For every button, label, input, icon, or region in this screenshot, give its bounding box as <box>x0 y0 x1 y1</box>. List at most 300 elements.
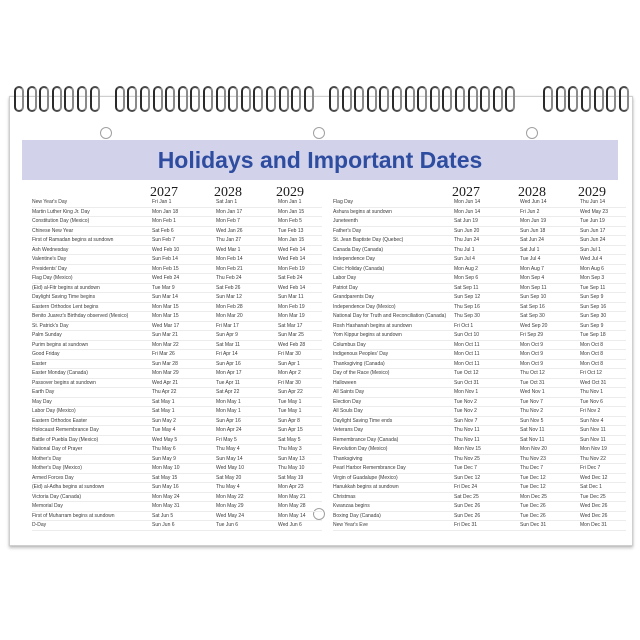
holiday-name: Civic Holiday (Canada) <box>333 265 385 272</box>
holiday-date: Thu Nov 11 <box>454 436 480 443</box>
holiday-date: Tue May 1 <box>278 408 302 414</box>
holiday-date: Mon Feb 28 <box>216 303 243 310</box>
holiday-date: Mon Aug 2 <box>454 265 478 272</box>
binding-coil <box>594 86 604 112</box>
holiday-date: Sat Dec 1 <box>580 484 602 490</box>
holiday-date: Mon Mar 19 <box>278 313 305 319</box>
holiday-date: Fri Jun 2 <box>520 208 540 215</box>
holiday-date: Mon Oct 8 <box>580 360 604 367</box>
holiday-date: Wed Sep 20 <box>520 322 548 329</box>
holiday-date: Tue Dec 12 <box>520 484 546 490</box>
holiday-date: Sat Jun 5 <box>152 512 174 519</box>
binding-coil <box>165 86 175 112</box>
holiday-date: Wed Jun 14 <box>520 199 547 205</box>
holiday-date: Tue Dec 26 <box>520 512 546 519</box>
holiday-name: Purim begins at sundown <box>32 341 89 348</box>
holiday-date: Mon Feb 19 <box>278 303 305 310</box>
holiday-date: Fri Oct 12 <box>580 370 602 376</box>
holiday-date: Sat Sep 11 <box>454 284 479 291</box>
binding-coil <box>14 86 24 112</box>
holiday-name: St. Patrick's Day <box>32 322 69 329</box>
holiday-date: Sun Apr 16 <box>216 360 241 367</box>
holiday-date: Sat Jul 1 <box>520 246 540 253</box>
holiday-date: Thu Nov 23 <box>520 455 546 462</box>
binding-coil <box>279 86 289 112</box>
holiday-name: Halloween <box>333 379 357 386</box>
holiday-date: Mon Jan 1 <box>278 199 302 205</box>
holiday-date: Thu Feb 24 <box>216 275 242 281</box>
holiday-date: Wed Jun 6 <box>278 522 302 528</box>
holiday-name: Independence Day <box>333 256 375 262</box>
binding-coil <box>480 86 490 112</box>
holiday-date: Sat Jun 24 <box>520 237 544 243</box>
holiday-date: Sat May 1 <box>152 408 175 414</box>
holiday-date: Mon May 1 <box>216 398 241 405</box>
holiday-date: Sat Feb 24 <box>278 275 303 281</box>
holiday-name: Indigenous Peoples' Day <box>333 351 389 357</box>
holiday-date: Tue May 1 <box>278 398 302 405</box>
holiday-date: Thu Sep 30 <box>454 313 480 319</box>
holiday-date: Sun Apr 9 <box>216 332 238 338</box>
holiday-date: Sat May 19 <box>278 474 304 481</box>
holiday-name: May Day <box>32 398 52 405</box>
holiday-date: Mon May 22 <box>216 493 244 500</box>
holiday-date: Fri Dec 31 <box>454 522 478 528</box>
holiday-name: Good Friday <box>32 351 60 357</box>
holiday-date: Sun Mar 12 <box>216 294 242 300</box>
year-header: 2027 <box>452 185 480 200</box>
holiday-date: Mon Sep 4 <box>520 275 545 281</box>
holiday-name: Eastern Orthodox Lent begins <box>32 303 99 310</box>
holiday-date: Tue May 4 <box>152 427 176 433</box>
holiday-date: Mon Dec 31 <box>580 522 607 528</box>
binding-coil <box>203 86 213 112</box>
holiday-date: Mon Oct 8 <box>580 351 604 357</box>
holiday-date: Sun May 14 <box>216 455 243 462</box>
binding-coil <box>253 86 263 112</box>
holiday-name: Palm Sunday <box>32 332 62 338</box>
holiday-name: Thanksgiving (Canada) <box>333 360 385 367</box>
holiday-date: Fri Jan 1 <box>152 199 172 205</box>
holiday-date: Mon Aug 6 <box>580 265 604 272</box>
holiday-date: Tue Jul 4 <box>520 256 541 262</box>
holiday-name: All Saints Day <box>333 389 365 395</box>
holiday-date: Sat Jun 19 <box>454 218 478 224</box>
holiday-date: Mon Jan 18 <box>152 208 179 215</box>
holiday-name: Passover begins at sundown <box>32 379 96 386</box>
holiday-name: Rosh Hashanah begins at sundown <box>333 322 412 329</box>
holiday-name: Columbus Day <box>333 341 366 348</box>
holiday-date: Sun Apr 16 <box>216 417 241 424</box>
holiday-date: Tue Nov 2 <box>454 408 477 414</box>
holiday-date: Sun Jun 17 <box>580 227 606 234</box>
holiday-date: Sun Nov 7 <box>454 417 478 424</box>
holiday-date: Mon Mar 20 <box>216 313 243 319</box>
holiday-name: Memorial Day <box>32 503 63 509</box>
holiday-name: Constitution Day (Mexico) <box>32 218 90 224</box>
holiday-name: Day of the Race (Mexico) <box>333 370 390 376</box>
holiday-date: Mon Apr 2 <box>278 370 301 376</box>
holiday-date: Mon Oct 9 <box>520 351 544 357</box>
year-header: 2028 <box>518 185 546 200</box>
holiday-name: Labor Day (Mexico) <box>32 408 76 414</box>
holiday-name: (Eid) al-Fitr begins at sundown <box>32 284 100 291</box>
holiday-date: Sun Mar 11 <box>278 294 304 300</box>
holiday-date: Wed Apr 21 <box>152 379 179 386</box>
holiday-name: Daylight Saving Time ends <box>333 417 393 424</box>
hanging-hole <box>313 127 325 139</box>
holiday-date: Sun Dec 31 <box>520 522 547 528</box>
holiday-name: All Souls Day <box>333 408 363 414</box>
binding-coil <box>367 86 377 112</box>
holiday-name: Thanksgiving <box>333 455 363 462</box>
holiday-name: Independence Day (Mexico) <box>333 303 396 310</box>
holiday-date: Wed Feb 14 <box>278 256 306 262</box>
holiday-name: Martin Luther King Jr. Day <box>32 208 90 215</box>
holiday-date: Mon Nov 20 <box>520 446 547 452</box>
holiday-date: Sun Apr 8 <box>278 417 300 424</box>
holiday-date: Sat Feb 26 <box>216 284 241 291</box>
holiday-date: Mon Oct 9 <box>520 360 544 367</box>
binding-coil <box>127 86 137 112</box>
binding-coil <box>228 86 238 112</box>
holiday-name: Victoria Day (Canada) <box>32 493 82 500</box>
holiday-date: Sat Jan 1 <box>216 199 238 205</box>
holiday-date: Sun Oct 31 <box>454 379 480 386</box>
holiday-name: Flag Day (Mexico) <box>32 275 73 281</box>
holiday-name: Presidents' Day <box>32 265 67 272</box>
holiday-date: Mon May 24 <box>152 493 180 500</box>
binding-coil <box>90 86 100 112</box>
holiday-date: Wed May 10 <box>216 465 244 471</box>
holiday-date: Sun Sep 9 <box>580 322 604 329</box>
holiday-name: Revolution Day (Mexico) <box>333 446 388 452</box>
page-title: Holidays and Important Dates <box>157 147 483 173</box>
holiday-date: Tue Dec 7 <box>454 465 477 471</box>
holiday-date: Wed Mar 1 <box>216 246 241 253</box>
holiday-date: Sun Feb 14 <box>152 256 178 262</box>
holiday-name: Flag Day <box>333 199 354 205</box>
holiday-date: Fri Mar 17 <box>216 322 239 329</box>
holiday-date: Sat Sep 16 <box>520 303 545 310</box>
binding-coil <box>291 86 301 112</box>
holiday-date: Tue Sep 18 <box>580 332 606 338</box>
binding-coil <box>304 86 314 112</box>
holiday-date: Sun Apr 22 <box>278 389 303 395</box>
holiday-date: Sun Feb 7 <box>152 237 176 243</box>
binding-coil <box>140 86 150 112</box>
holiday-name: National Day of Prayer <box>32 446 83 452</box>
holiday-date: Sun Jul 1 <box>580 246 601 253</box>
holiday-date: Thu May 10 <box>278 465 305 471</box>
holiday-date: Tue Oct 31 <box>520 379 545 386</box>
holiday-date: Tue Jun 6 <box>216 522 239 528</box>
holiday-date: Fri Nov 2 <box>580 408 601 414</box>
holiday-date: Sun May 9 <box>152 455 176 462</box>
holiday-date: Sat Mar 11 <box>216 341 241 348</box>
holiday-name: Grandparents Day <box>333 294 374 300</box>
holiday-date: Sun May 13 <box>278 455 305 462</box>
hanging-hole <box>526 127 538 139</box>
holiday-name: Kwanzaa begins <box>333 503 370 509</box>
holiday-name: National Day for Truth and Reconciliation (Canada) <box>333 313 447 319</box>
holiday-date: Mon Jan 15 <box>278 208 305 215</box>
holiday-date: Fri Dec 7 <box>580 465 601 471</box>
holiday-name: Easter Monday (Canada) <box>32 370 88 376</box>
holiday-date: Sun Nov 5 <box>520 417 544 424</box>
holiday-name: Christmas <box>333 493 356 500</box>
holiday-name: First of Muharram begins at sundown <box>32 512 115 519</box>
binding-coil <box>115 86 125 112</box>
holiday-date: Mon Mar 29 <box>152 370 179 376</box>
binding-coil <box>39 86 49 112</box>
holiday-date: Mon May 29 <box>216 503 244 509</box>
holiday-date: Mon Jun 19 <box>520 218 547 224</box>
holiday-date: Sun Mar 14 <box>152 294 178 300</box>
holiday-date: Thu Jun 14 <box>580 199 606 205</box>
binding-coil <box>241 86 251 112</box>
holiday-date: Sat May 1 <box>152 398 175 405</box>
holiday-date: Sun Apr 1 <box>278 360 300 367</box>
holiday-date: Wed Mar 17 <box>152 322 180 329</box>
holiday-date: Sun Sep 12 <box>454 294 481 300</box>
holiday-date: Sat May 20 <box>216 474 242 481</box>
holiday-date: Sun May 2 <box>152 417 176 424</box>
holiday-date: Mon Feb 19 <box>278 265 305 272</box>
holiday-date: Sun May 16 <box>152 484 179 490</box>
holiday-name: Holocaust Remembrance Day <box>32 427 99 433</box>
holiday-date: Mon May 31 <box>152 503 180 509</box>
holiday-date: Sun Sep 9 <box>580 294 604 300</box>
holiday-date: Mon Jun 14 <box>454 199 481 205</box>
holiday-date: Sat Nov 11 <box>520 427 545 433</box>
holiday-name: Ashura begins at sundown <box>333 208 392 215</box>
holiday-date: Mon May 28 <box>278 503 306 509</box>
year-header: 2029 <box>276 185 304 200</box>
holiday-date: Wed Feb 24 <box>152 275 180 281</box>
holiday-date: Mon Nov 15 <box>454 446 481 452</box>
holiday-date: Sat Dec 25 <box>454 493 479 500</box>
holiday-name: Juneteenth <box>333 218 358 224</box>
holiday-date: Thu Sep 16 <box>454 303 480 310</box>
binding-coil <box>606 86 616 112</box>
holiday-date: Wed May 23 <box>580 208 608 215</box>
holiday-name: Ash Wednesday <box>32 246 69 253</box>
holiday-name: New Year's Day <box>32 199 68 205</box>
holiday-name: Patriot Day <box>333 284 358 291</box>
holiday-date: Thu May 6 <box>152 446 176 452</box>
binding-coil <box>556 86 566 112</box>
holiday-date: Mon Oct 11 <box>454 341 480 348</box>
year-header: 2027 <box>150 185 178 200</box>
binding-coil <box>64 86 74 112</box>
holiday-date: Sun Dec 26 <box>454 512 481 519</box>
holiday-date: Mon Dec 25 <box>520 493 547 500</box>
holiday-date: Tue Sep 11 <box>580 284 606 291</box>
holiday-date: Sun Nov 11 <box>580 436 606 443</box>
holiday-date: Tue Nov 6 <box>580 398 603 405</box>
holiday-date: Mon Mar 15 <box>152 313 179 319</box>
holiday-date: Sun Sep 30 <box>580 313 607 319</box>
holiday-date: Thu Apr 22 <box>152 389 177 395</box>
binding-coil <box>178 86 188 112</box>
holiday-date: Tue Dec 26 <box>520 503 546 509</box>
holiday-date: Thu Nov 22 <box>580 455 606 462</box>
holiday-date: Wed Dec 26 <box>580 503 608 509</box>
holiday-date: Mon Jun 14 <box>454 208 481 215</box>
holiday-date: Mon Jan 17 <box>216 208 243 215</box>
holiday-date: Wed Feb 14 <box>278 246 306 253</box>
holiday-date: Tue Nov 2 <box>454 398 477 405</box>
holiday-name: Eastern Orthodox Easter <box>32 417 88 424</box>
binding-coil <box>342 86 352 112</box>
holiday-date: Sun Dec 12 <box>454 474 481 481</box>
year-header: 2029 <box>578 185 606 200</box>
holiday-date: Mon Sep 11 <box>520 284 547 291</box>
holiday-date: Wed Jul 4 <box>580 256 603 262</box>
holiday-date: Mon Sep 6 <box>454 275 479 281</box>
holiday-date: Wed Nov 1 <box>520 389 545 395</box>
binding-coil <box>455 86 465 112</box>
binding-coil <box>190 86 200 112</box>
holiday-date: Sat Sep 30 <box>520 313 545 319</box>
holiday-date: Sat Mar 17 <box>278 322 303 329</box>
binding-coil <box>354 86 364 112</box>
holiday-date: Sun Jul 4 <box>454 256 475 262</box>
holiday-date: Mon Mar 15 <box>152 303 179 310</box>
holiday-date: Thu Nov 11 <box>454 427 480 433</box>
holiday-date: Mon Feb 7 <box>216 218 240 224</box>
holiday-name: Mother's Day (Mexico) <box>32 465 82 471</box>
holiday-name: Benito Juarez's Birthday observed (Mexico) <box>32 313 129 319</box>
holiday-date: Thu Nov 25 <box>454 455 480 462</box>
holiday-name: Remembrance Day (Canada) <box>333 436 399 443</box>
holiday-name: Virgin of Guadalupe (Mexico) <box>333 474 398 481</box>
year-header: 2028 <box>214 185 242 200</box>
holiday-date: Wed Dec 26 <box>580 512 608 519</box>
holiday-date: Fri Apr 14 <box>216 351 238 357</box>
binding-coil <box>329 86 339 112</box>
holiday-name: Yom Kippur begins at sundown <box>333 332 402 338</box>
holiday-date: Fri Mar 26 <box>152 351 175 357</box>
binding-coil <box>468 86 478 112</box>
holiday-date: Mon May 21 <box>278 493 306 500</box>
holiday-date: Sun Mar 28 <box>152 360 178 367</box>
holiday-date: Mon Apr 17 <box>216 370 242 376</box>
holiday-date: Mon May 10 <box>152 465 180 471</box>
holiday-date: Sun Nov 11 <box>580 427 606 433</box>
holiday-date: Mon Nov 1 <box>454 389 479 395</box>
binding-coil <box>266 86 276 112</box>
holiday-date: Sat May 5 <box>278 436 301 443</box>
holiday-date: Wed Oct 31 <box>580 379 607 386</box>
binding-coil <box>153 86 163 112</box>
holiday-date: Sun Oct 10 <box>454 332 480 338</box>
binding-coil <box>379 86 389 112</box>
holiday-name: Hanukkah begins at sundown <box>333 484 399 490</box>
holiday-date: Sun Mar 25 <box>278 332 304 338</box>
holiday-date: Tue Oct 12 <box>454 370 479 376</box>
holiday-name: Labor Day <box>333 275 357 281</box>
holiday-date: Mon Nov 19 <box>580 446 607 452</box>
binding-coil <box>52 86 62 112</box>
holiday-date: Mon Feb 15 <box>152 265 179 272</box>
binding-coil <box>216 86 226 112</box>
holiday-date: Mon Feb 21 <box>216 265 243 272</box>
holiday-date: Mon Oct 9 <box>520 341 544 348</box>
holiday-date: Sun Dec 26 <box>454 503 481 509</box>
holiday-date: Thu May 4 <box>216 484 240 490</box>
holiday-date: Tue Dec 12 <box>520 474 546 481</box>
holiday-date: Wed Dec 12 <box>580 474 608 481</box>
holiday-date: Mon Feb 1 <box>152 218 176 224</box>
holiday-date: Tue Dec 25 <box>580 493 606 500</box>
holiday-name: (Eid) al-Adha begins at sundown <box>32 484 105 490</box>
holiday-date: Fri Oct 1 <box>454 322 474 329</box>
holiday-date: Thu Jul 1 <box>454 246 475 253</box>
binding-coil <box>392 86 402 112</box>
holiday-date: Wed Feb 28 <box>278 341 306 348</box>
holiday-date: Mon Oct 11 <box>454 351 480 357</box>
holiday-name: Canada Day (Canada) <box>333 246 384 253</box>
holiday-name: Mother's Day <box>32 455 62 462</box>
holiday-name: Father's Day <box>333 227 362 234</box>
holiday-name: Election Day <box>333 398 362 405</box>
holiday-date: Sun Jun 6 <box>152 522 175 528</box>
holiday-name: First of Ramadan begins at sundown <box>32 237 114 243</box>
binding-coil <box>405 86 415 112</box>
holiday-name: Pearl Harbor Remembrance Day <box>333 465 406 471</box>
holiday-date: Sat Apr 22 <box>216 389 240 395</box>
holiday-date: Mon Feb 14 <box>216 256 243 262</box>
holiday-name: Easter <box>32 360 47 367</box>
binding-coil <box>27 86 37 112</box>
binding-coil <box>581 86 591 112</box>
binding-coil <box>77 86 87 112</box>
binding-coil <box>543 86 553 112</box>
holiday-date: Fri May 5 <box>216 436 237 443</box>
holiday-date: Tue Jun 19 <box>580 218 605 224</box>
holiday-date: Sun Jun 20 <box>454 227 480 234</box>
holiday-date: Thu May 4 <box>216 446 240 452</box>
holiday-date: Wed Feb 14 <box>278 284 306 291</box>
binding-coil <box>430 86 440 112</box>
holiday-date: Fri Sep 29 <box>520 332 544 338</box>
binding-coil <box>568 86 578 112</box>
holiday-date: Wed Jan 26 <box>216 227 243 234</box>
holiday-date: Fri Mar 30 <box>278 351 301 357</box>
holiday-date: Thu Oct 12 <box>520 370 545 376</box>
holiday-name: Daylight Saving Time begins <box>32 294 96 300</box>
holiday-name: New Year's Eve <box>333 522 368 528</box>
holiday-date: Thu Dec 7 <box>520 465 544 471</box>
holiday-name: D-Day <box>32 522 47 528</box>
holiday-date: Mon Jan 15 <box>278 237 305 243</box>
binding-coil <box>505 86 515 112</box>
holiday-date: Sun Sep 10 <box>520 294 547 300</box>
holiday-date: Sun Sep 16 <box>580 303 607 310</box>
binding-coil <box>493 86 503 112</box>
holiday-date: Wed May 24 <box>216 512 244 519</box>
holiday-date: Tue Feb 13 <box>278 227 304 234</box>
holiday-date: Thu Jan 27 <box>216 237 242 243</box>
holiday-date: Tue Nov 7 <box>520 398 543 405</box>
holiday-name: Battle of Puebla Day (Mexico) <box>32 436 99 443</box>
holiday-date: Fri Mar 30 <box>278 379 301 386</box>
holiday-date: Thu May 3 <box>278 446 302 452</box>
holiday-date: Sat May 15 <box>152 474 178 481</box>
holiday-name: Armed Forces Day <box>32 474 74 481</box>
